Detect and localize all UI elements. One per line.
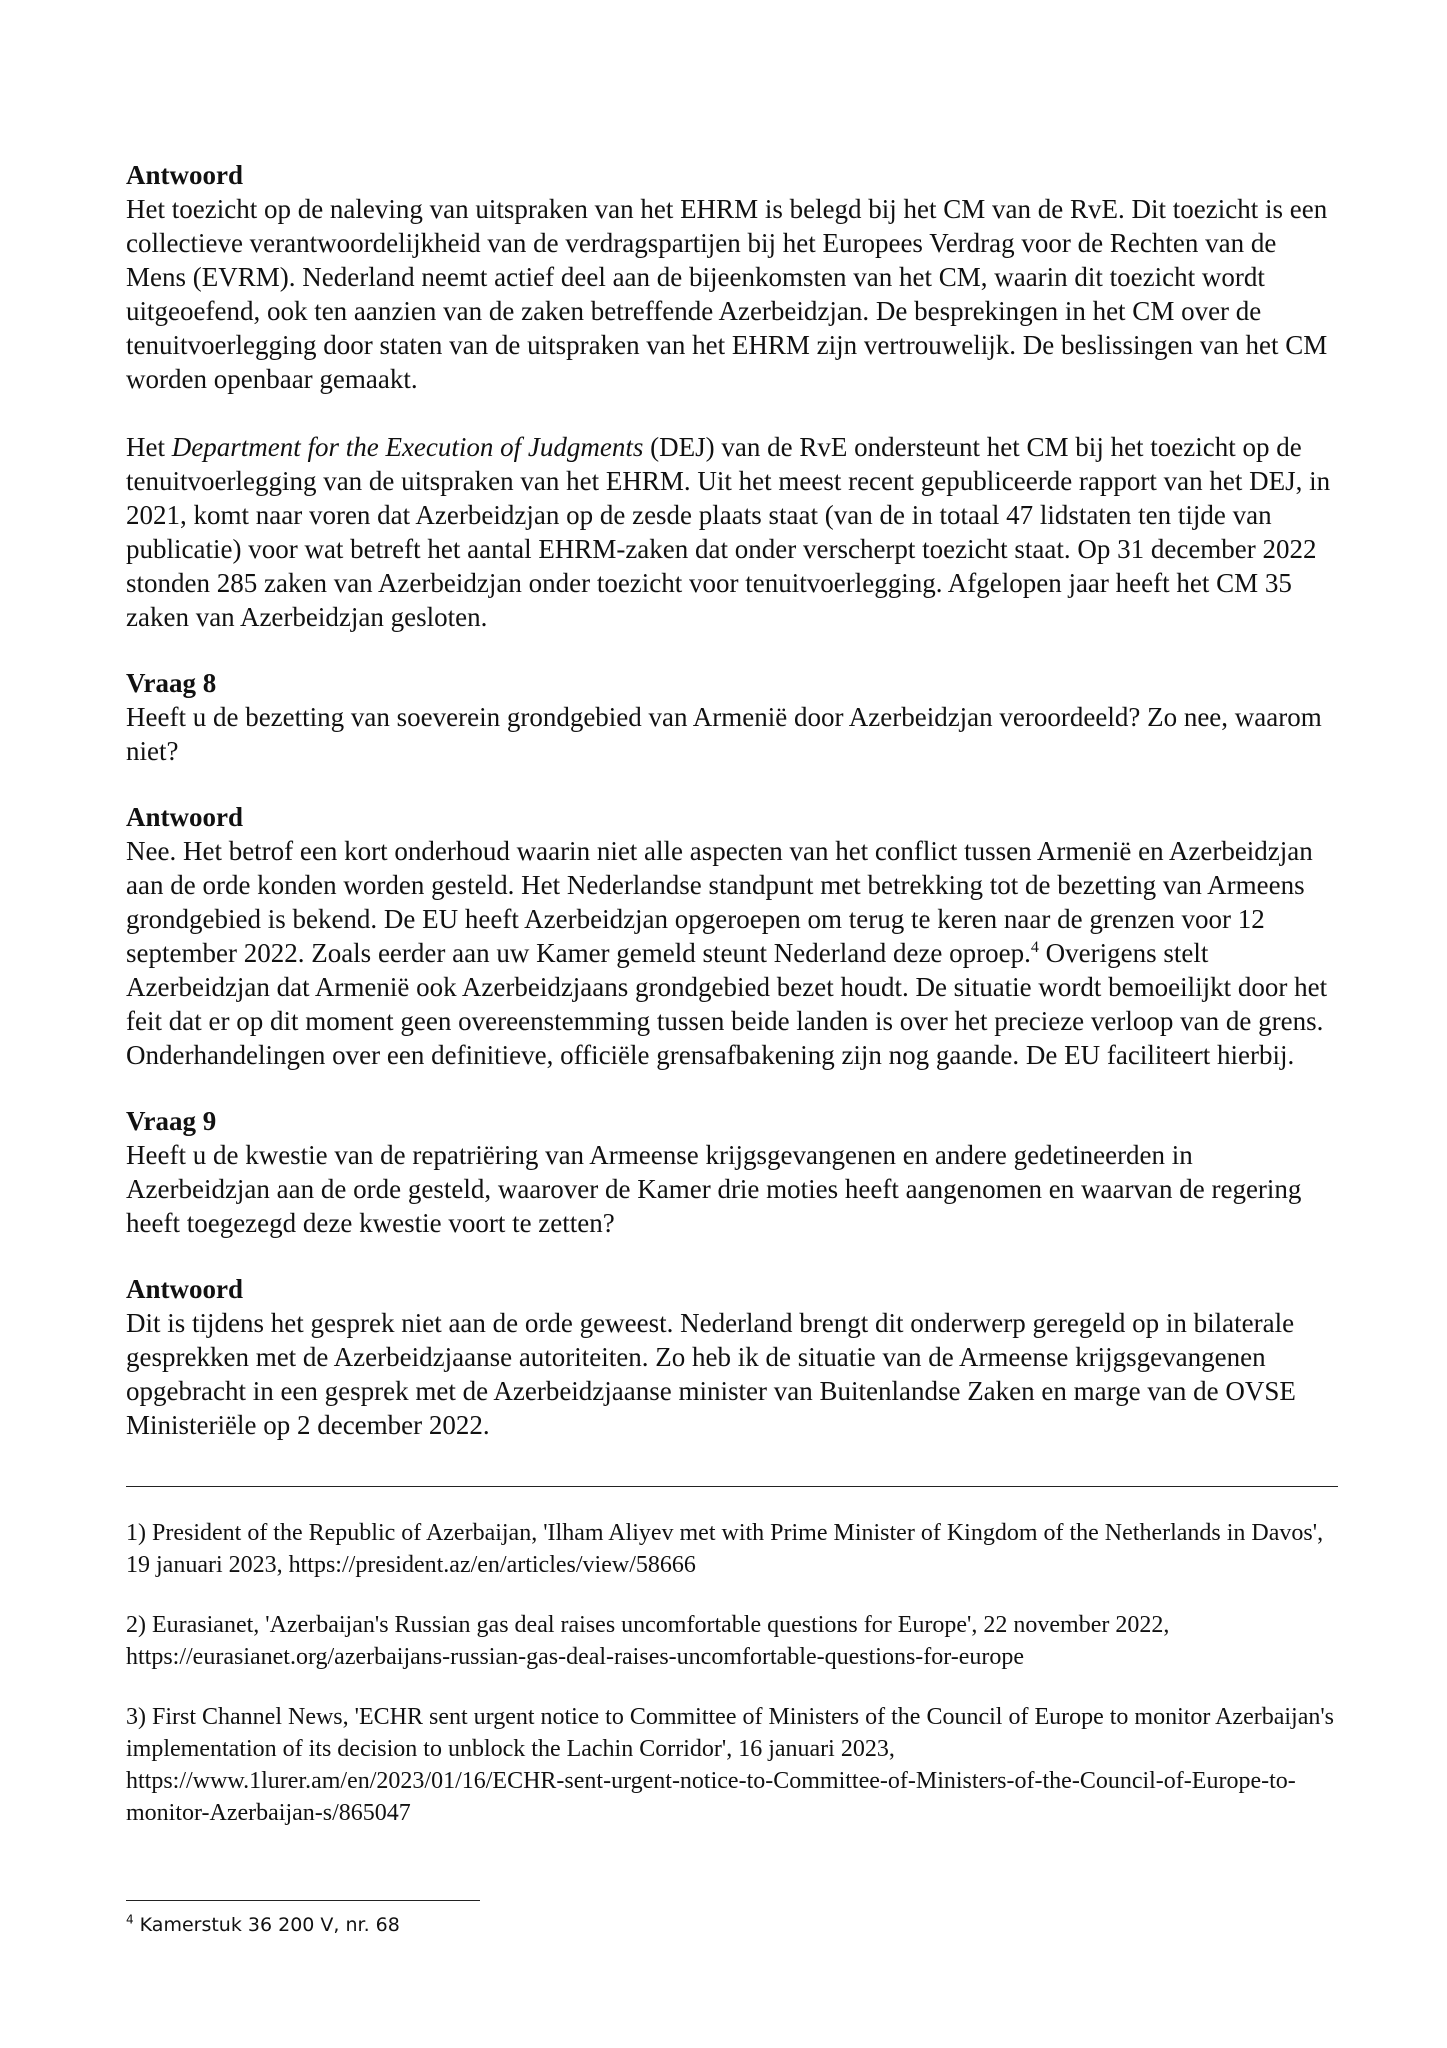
question-text: Heeft u de kwestie van de repatriëring van Armeense krijgsgevangenen en andere gedetineerden in Azerbeidzjan aan de orde gesteld, waarover de Kamer drie moties heeft aangenomen en waarvan de regering heeft toegezegd deze kwestie voort te zetten? <box>126 1140 1302 1238</box>
document-body <box>126 158 1336 1857</box>
answer-text-a: Nee. Het betrof een kort onderhoud waarin niet alle aspecten van het conflict tussen Armenië en Azerbeidzjan aan de orde konden worden gesteld. Het Nederlandse standpunt met betrekking tot de bezetting van Armeens grondgebied is bekend. De EU heeft Azerbeidzjan opgeroepen om terug te keren naar de grenzen voor 12 september 2022. Zoals eerder aan uw Kamer gemeld steunt Nederland deze oproep. <box>126 836 1313 968</box>
answer-heading: Antwoord <box>126 802 244 832</box>
answer-heading: Antwoord <box>126 1274 244 1304</box>
reference-item: 1) President of the Republic of Azerbaijan, 'Ilham Aliyev met with Prime Minister of Kingdom of the Netherlands in Davos', 19 januari 2023, https://president.az/en/articles/view/58666 <box>126 1520 1324 1578</box>
question-8-section <box>126 666 1336 768</box>
footnote-divider <box>126 1900 480 1901</box>
dej-name: Department for the Execution of Judgments <box>171 432 644 462</box>
references-divider <box>126 1486 1338 1487</box>
dej-text: (DEJ) van de RvE ondersteunt het CM bij het toezicht op de tenuitvoerlegging van de uitspraken van het EHRM. Uit het meest recent gepubliceerde rapport van het DEJ, in 2021, komt naar voren dat Azerbeidzjan op de zesde plaats staat (van de in totaal 47 lidstaten ten tijde van publicatie) voor wat betreft het aantal EHRM-zaken dat onder verscherpt toezicht staat. Op 31 december 2022 stonden 285 zaken van Azerbeidzjan onder toezicht voor tenuitvoerlegging. Afgelopen jaar heeft het CM 35 zaken van Azerbeidzjan gesloten. <box>126 432 1331 632</box>
footnote-text: Kamerstuk 36 200 V, nr. 68 <box>133 1914 400 1936</box>
answer-paragraph: Het toezicht op de naleving van uitspraken van het EHRM is belegd bij het CM van de RvE. Dit toezicht is een collectieve verantwoordelijkheid van de verdragspartijen bij het Europees Verdrag voor de Rechten van de Mens (EVRM). Nederland neemt actief deel aan de bijeenkomsten van het CM, waarin dit toezicht wordt uitgeoefend, ook ten aanzien van de zaken betreffende Azerbeidzjan. De besprekingen in het CM over de tenuitvoerlegging door staten van de uitspraken van het EHRM zijn vertrouwelijk. De beslissingen van het CM worden openbaar gemaakt. <box>126 194 1328 394</box>
footnote-reference: 4 <box>1030 939 1039 956</box>
answer-8-section <box>126 800 1336 1072</box>
footnote <box>126 1912 400 1938</box>
answer-paragraph <box>126 834 1336 1072</box>
question-text: Heeft u de bezetting van soeverein grondgebied van Armenië door Azerbeidzjan veroordeeld? Zo nee, waarom niet? <box>126 702 1322 766</box>
answer-heading: Antwoord <box>126 160 244 190</box>
reference-item: 3) First Channel News, 'ECHR sent urgent notice to Committee of Ministers of the Council of Europe to monitor Azerbaijan's implementation of its decision to unblock the Lachin Corridor', 16 januari 2023, https://www.1lurer.am/en/2023/01/16/ECHR-sent-urgent-notice-to-Committee-of-Ministers-of-the-Council-of-Europe-to-monitor-Azerbaijan-s/865047 <box>126 1704 1335 1826</box>
question-heading: Vraag 8 <box>126 668 217 698</box>
question-heading: Vraag 9 <box>126 1106 217 1136</box>
answer-7-section <box>126 158 1336 634</box>
answer-text-b: Overigens stelt Azerbeidzjan dat Armenië ook Azerbeidzjaans grondgebied bezet houdt. De situatie wordt bemoeilijkt door het feit dat er op dit moment geen overeenstemming tussen beide landen is over het precieze verloop van de grens. Onderhandelingen over een definitieve, officiële grensafbakening zijn nog gaande. De EU faciliteert hierbij. <box>126 938 1328 1070</box>
dej-prefix: Het <box>126 432 172 462</box>
answer-paragraph-dej <box>126 430 1336 634</box>
question-9-section <box>126 1104 1336 1240</box>
references-list <box>126 1517 1336 1829</box>
answer-paragraph: Dit is tijdens het gesprek niet aan de orde geweest. Nederland brengt dit onderwerp geregeld op in bilaterale gesprekken met de Azerbeidzjaanse autoriteiten. Zo heb ik de situatie van de Armeense krijgsgevangenen opgebracht in een gesprek met de Azerbeidzjaanse minister van Buitenlandse Zaken en marge van de OVSE Ministeriële op 2 december 2022. <box>126 1308 1296 1440</box>
answer-9-section <box>126 1272 1336 1442</box>
reference-item: 2) Eurasianet, 'Azerbaijan's Russian gas deal raises uncomfortable questions for Europe', 22 november 2022, https://eurasianet.org/azerbaijans-russian-gas-deal-raises-uncomfortable-questions-for-europe <box>126 1612 1170 1670</box>
footnote-marker: 4 <box>126 1912 134 1927</box>
